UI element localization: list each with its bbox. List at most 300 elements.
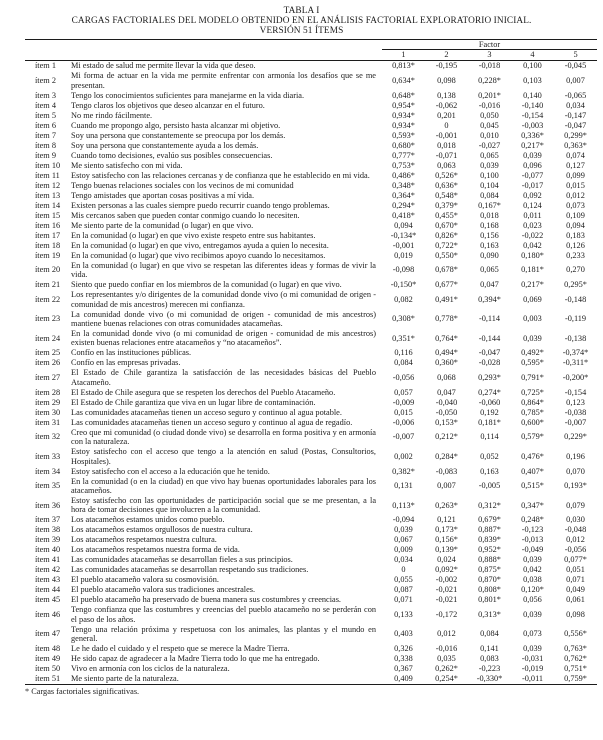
factor-loading-value: 0,888* (478, 555, 501, 565)
factor-loading-value: -0,147 (564, 110, 587, 120)
factor-loading-value: 0,839* (478, 535, 501, 545)
table-row (25, 535, 597, 545)
header-spacer (25, 50, 382, 61)
factor-loading-value: 0,548* (435, 190, 458, 200)
factor-loading-value: 0,094 (566, 220, 585, 230)
table-row (25, 585, 597, 595)
item-label: ítem 49 (35, 654, 61, 664)
item-label: ítem 38 (35, 525, 61, 535)
item-label: ítem 26 (35, 358, 61, 368)
factor-loading-value: 0,217* (521, 280, 544, 290)
factor-loading-value: 0,092 (523, 190, 542, 200)
factor-loading-value: 0,163 (480, 240, 499, 250)
factor-loading-value: 0,762* (564, 654, 587, 664)
factor-loading-value: 0,183 (566, 230, 585, 240)
factor-loading-value: -0,047 (478, 348, 501, 358)
item-label: ítem 27 (35, 373, 61, 383)
factor-loading-value: 0,098 (437, 76, 456, 85)
factor-column-header: 3 (468, 50, 511, 61)
factor-loading-value: 0,024 (437, 555, 456, 565)
table-row (25, 644, 597, 654)
table-row (25, 230, 597, 240)
table-caption: CARGAS FACTORIALES DEL MODELO OBTENIDO EN EL ANÁLISIS FACTORIAL EXPLORATORIO INICIAL. (71, 16, 532, 27)
factor-loading-value: 0,274* (478, 387, 501, 397)
factor-loading-value: 0,312* (478, 500, 501, 510)
factor-loading-value: 0,364* (392, 190, 415, 200)
factor-loading-value: 0,954* (392, 100, 415, 110)
factor-loading-value: 0,403 (394, 629, 413, 639)
factor-loading-value: 0,113* (392, 500, 415, 510)
item-description: Tengo buenas relaciones sociales con los vecinos de mi comunidad (71, 180, 294, 190)
factor-loading-value: -0,031 (521, 654, 544, 664)
factor-loading-value: 0,049 (566, 585, 585, 595)
table-row (25, 496, 597, 515)
factor-loading-value: 0,068 (437, 373, 456, 383)
factor-loading-value: 0,600* (521, 417, 544, 427)
factor-loading-value: 0,051 (566, 565, 585, 575)
table-row (25, 309, 597, 328)
item-label: ítem 30 (35, 407, 61, 417)
factor-loading-value: 0,593* (392, 130, 415, 140)
factor-loading-value: 0,336* (521, 130, 544, 140)
factor-loading-value: -0,154 (521, 110, 544, 120)
factor-loading-value: 0,196 (566, 451, 585, 461)
item-description: Las comunidades atacameñas se desarrollan fieles a sus principios. (71, 555, 293, 565)
factor-loading-value: 0,063 (437, 160, 456, 170)
factor-loading-value: -0,021 (435, 595, 458, 605)
item-description: Los atacameños respetamos nuestra forma de vida. (71, 545, 240, 555)
item-description: Existen personas a las cuales siempre puedo recurrir cuando tengo problemas. (71, 200, 330, 210)
factor-loading-value: 0,018 (480, 210, 499, 220)
factor-loading-value: 0,067 (394, 535, 413, 545)
item-description: Siento que puedo confiar en los miembros de la comunidad (o lugar) en que vivo. (71, 280, 342, 290)
item-label: ítem 37 (35, 515, 61, 525)
factor-loading-value: 0,156* (435, 535, 458, 545)
item-label: ítem 28 (35, 387, 61, 397)
factor-loading-value: -0,022 (521, 230, 544, 240)
factor-loading-value: 0,003 (523, 314, 542, 324)
table-row (25, 515, 597, 525)
factor-loading-value: 0,011 (523, 210, 542, 220)
factor-span-row (25, 39, 597, 50)
item-description: Los atacameños estamos unidos como pueblo. (71, 515, 225, 525)
factor-loading-value: 0,180* (521, 250, 544, 260)
factor-loading-value: 0,084 (480, 629, 499, 639)
factor-loading-value: 0,030 (566, 515, 585, 525)
factor-loading-value: -0,119 (564, 314, 587, 324)
table-row (25, 466, 597, 476)
item-label: ítem 40 (35, 545, 61, 555)
item-label: ítem 33 (35, 451, 61, 461)
item-label: ítem 15 (35, 210, 61, 220)
factor-loading-value: 0,778* (435, 314, 458, 324)
factor-loading-value: 0,138 (437, 90, 456, 100)
factor-loading-value: 0,114 (480, 432, 499, 442)
factor-loading-value: 0,494* (435, 348, 458, 358)
item-description: Estoy satisfecho con las oportunidades de participación social que se me presentan, a la hora de tomar decisiones que involucren a la comunidad. (71, 495, 376, 515)
factor-loading-value: -0,011 (521, 674, 544, 684)
item-label: ítem 13 (35, 190, 61, 200)
factor-loading-value: 0,394* (478, 294, 501, 304)
factor-loading-value: 0,382* (392, 466, 415, 476)
factor-loading-value: -0,065 (564, 90, 587, 100)
factor-loading-value: -0,013 (521, 535, 544, 545)
item-description: El pueblo atacameño valora su cosmovisión. (71, 575, 219, 585)
factor-loading-value: 0,360* (435, 358, 458, 368)
item-label: ítem 14 (35, 200, 61, 210)
factor-loading-value: 0,127 (566, 160, 585, 170)
table-row (25, 407, 597, 417)
factor-loading-value: 0,098 (566, 610, 585, 620)
factor-loading-value: -0,002 (435, 575, 458, 585)
factor-loading-value: 0,348* (392, 180, 415, 190)
item-label: ítem 16 (35, 220, 61, 230)
factor-loading-value: -0,048 (564, 525, 587, 535)
factor-loading-value: 0,418* (392, 210, 415, 220)
item-description: Soy una persona que constantemente ayuda a los demás. (71, 140, 259, 150)
item-description: El pueblo atacameño ha preservado de buena manera sus costumbres y creencias. (71, 595, 341, 605)
factor-loading-value: 0,056 (523, 595, 542, 605)
factor-loading-value: 0,808* (478, 585, 501, 595)
item-description: Creo que mi comunidad (o ciudad donde vivo) se desarrolla en forma positiva y en armonía con la naturaleza. (71, 427, 376, 447)
factor-loading-value: 0,476* (521, 451, 544, 461)
table-row (25, 61, 597, 72)
item-label: ítem 44 (35, 585, 61, 595)
factor-loading-value: 0,293* (478, 373, 501, 383)
factor-loading-value: -0,005 (478, 481, 501, 491)
factor-loading-value: -0,114 (478, 314, 501, 324)
factor-loading-value: -0,038 (564, 407, 587, 417)
item-label: ítem 11 (35, 170, 60, 180)
factor-loading-value: -0,016 (478, 100, 501, 110)
factor-loading-value: 0,073 (566, 200, 585, 210)
table-row (25, 387, 597, 397)
item-label: ítem 29 (35, 397, 61, 407)
item-description: Confío en las empresas privadas. (71, 358, 181, 368)
factor-loading-value: 0,100 (480, 170, 499, 180)
factor-loading-value: 0,055 (394, 575, 413, 585)
factor-loading-value: 0,084 (480, 190, 499, 200)
table-row (25, 565, 597, 575)
table-row (25, 130, 597, 140)
table-row (25, 71, 597, 90)
factor-loading-value: -0,195 (435, 61, 458, 71)
item-description: En la comunidad donde vivo (o mi comunidad de origen - comunidad de mis ancestros) existen buenas relaciones entre atacameños y “no atacameños”. (71, 328, 376, 348)
factor-loading-value: 0,725* (521, 387, 544, 397)
item-description: Cuando tomo decisiones, evalúo sus posibles consecuencias. (71, 150, 273, 160)
factor-loading-value: 0,120* (521, 585, 544, 595)
factor-loading-value: 0,870* (478, 575, 501, 585)
table-row (25, 555, 597, 565)
item-label: ítem 32 (35, 432, 61, 442)
item-label: ítem 25 (35, 348, 61, 358)
factor-loading-value: 0,052 (480, 451, 499, 461)
factor-loading-value: 0,270 (566, 265, 585, 275)
item-label: ítem 2 (35, 76, 56, 85)
factor-loading-value: 0,636* (435, 180, 458, 190)
factor-loading-value: 0,455* (435, 210, 458, 220)
factor-loading-value: 0,299* (564, 130, 587, 140)
table-row (25, 220, 597, 230)
factor-loading-value: 0,192 (480, 407, 499, 417)
factor-loading-value: 0,777* (392, 150, 415, 160)
factor-loading-value: -0,148 (564, 294, 587, 304)
item-description: La comunidad donde vivo (o mi comunidad de origen - comunidad de mis ancestros) mantiene buenas relaciones con otras comunidades atacameñas. (71, 309, 376, 328)
table-row (25, 348, 597, 358)
factor-loading-value: 0,934* (392, 110, 415, 120)
item-label: ítem 5 (35, 110, 56, 120)
factor-loading-value: 0,100 (523, 61, 542, 71)
factor-loading-value: 0,070 (566, 466, 585, 476)
factor-loading-value: 0,034 (566, 100, 585, 110)
table-number: TABLA I (283, 6, 320, 16)
item-label: ítem 36 (35, 500, 61, 510)
factor-loading-value: 0,347* (521, 500, 544, 510)
factor-loading-value: 0,229* (564, 432, 587, 442)
factor-loading-value: -0,223 (478, 664, 501, 674)
table-row (25, 150, 597, 160)
factor-loading-value: -0,056 (392, 373, 415, 383)
factor-loading-value: -0,019 (521, 664, 544, 674)
factor-loading-value: 0,099 (566, 170, 585, 180)
item-description: El pueblo atacameño valora sus tradiciones ancestrales. (71, 585, 256, 595)
item-description: Me siento parte de la naturaleza. (71, 674, 179, 684)
factor-column-header: 2 (425, 50, 468, 61)
factor-loading-value: 0,201 (437, 110, 456, 120)
factor-loading-value: 0,648* (392, 90, 415, 100)
factor-loading-value: 0,140 (523, 90, 542, 100)
item-label: ítem 23 (35, 314, 61, 324)
factor-loading-value: 0,084 (394, 358, 413, 368)
factor-loading-value: 0,379* (435, 200, 458, 210)
item-description: Tengo confianza que las costumbres y creencias del pueblo atacameño no se perderán con el paso de los años. (71, 605, 376, 624)
table-row (25, 575, 597, 585)
factor-loading-value: 0,126 (566, 240, 585, 250)
factor-loading-value: 0,813* (392, 61, 415, 71)
factor-loading-value: 0 (444, 120, 449, 130)
factor-loading-value: 0,763* (564, 644, 587, 654)
factor-loading-value: 0,065 (480, 265, 499, 275)
factor-loading-value: -0,172 (435, 610, 458, 620)
factor-loading-value: 0,139* (435, 545, 458, 555)
table-body (25, 61, 597, 685)
factor-loading-value: 0,156 (480, 230, 499, 240)
factor-loading-value: 0,168 (480, 220, 499, 230)
factor-loading-value: 0,009 (394, 545, 413, 555)
factor-loading-value: 0,326 (394, 644, 413, 654)
factor-loading-value: 0,074 (566, 150, 585, 160)
item-description: Confío en las instituciones públicas. (71, 348, 192, 358)
factor-loading-value: 0,121 (437, 515, 456, 525)
factor-loading-value: 0,141 (480, 644, 499, 654)
item-label: ítem 20 (35, 265, 61, 275)
factor-loading-value: 0,579* (521, 432, 544, 442)
table-row (25, 664, 597, 674)
factor-loading-value: 0,087 (394, 585, 413, 595)
item-description: Mi forma de actuar en la vida me permite enfrentar con armonía los desafíos que se me presentan. (71, 71, 376, 90)
factor-loading-value: 0,038 (523, 575, 542, 585)
factor-loading-value: 0,351* (392, 333, 415, 343)
factor-loading-value: -0,060 (478, 397, 501, 407)
item-description: En la comunidad (o en la ciudad) en que vivo hay buenas oportunidades laborales para los atacameños. (71, 476, 376, 495)
item-label: ítem 50 (35, 664, 61, 674)
factor-loading-value: 0,082 (394, 294, 413, 304)
factor-loading-value: 0,173* (435, 525, 458, 535)
factor-loading-value: 0,124 (523, 200, 542, 210)
factor-loading-value: 0,753* (392, 160, 415, 170)
item-label: ítem 21 (35, 280, 61, 290)
table-row (25, 417, 597, 427)
factor-loading-value: 0,284* (435, 451, 458, 461)
table-row (25, 525, 597, 535)
factor-loading-value: 0,193* (564, 481, 587, 491)
factor-loading-value: 0,039 (394, 525, 413, 535)
factor-loading-value: -0,016 (435, 644, 458, 654)
item-description: Soy una persona que constantemente se preocupa por los demás. (71, 130, 286, 140)
factor-loading-value: 0,034 (394, 555, 413, 565)
table-row (25, 240, 597, 250)
item-label: ítem 17 (35, 230, 61, 240)
factor-loading-value: -0,047 (564, 120, 587, 130)
table-row (25, 110, 597, 120)
factor-loading-value: 0,079 (566, 500, 585, 510)
factor-loading-value: 0,153* (435, 417, 458, 427)
factor-loading-value: 0,556* (564, 629, 587, 639)
factor-loading-value: -0,123 (521, 525, 544, 535)
item-description: Las comunidades atacameñas se desarrollan respetando sus tradiciones. (71, 565, 309, 575)
item-label: ítem 51 (35, 674, 61, 684)
item-description: Tengo una relación próxima y respetuosa con los animales, las plantas y el mundo en general. (71, 624, 376, 644)
item-label: ítem 31 (35, 417, 61, 427)
factor-loading-value: 0,071 (394, 595, 413, 605)
table-row (25, 397, 597, 407)
factor-loading-value: 0,039 (523, 555, 542, 565)
factor-loading-value: -0,062 (435, 100, 458, 110)
table-row (25, 250, 597, 260)
factor-loading-value: 0 (401, 565, 406, 575)
table-header (25, 39, 597, 60)
item-label: ítem 34 (35, 466, 61, 476)
factor-loading-value: -0,083 (435, 466, 458, 476)
factor-loading-value: 0,515* (521, 481, 544, 491)
item-description: Estoy satisfecho con las relaciones cercanas y de confianza que he establecido en mi vida. (71, 170, 370, 180)
factor-loading-value: 0,952* (478, 545, 501, 555)
factor-loading-value: 0,934* (392, 120, 415, 130)
factor-loading-value: 0,248* (521, 515, 544, 525)
factor-loading-value: -0,007 (392, 432, 415, 442)
item-description: Me siento satisfecho con mi vida. (71, 160, 183, 170)
factor-loading-value: 0,677* (435, 280, 458, 290)
factor-loading-value: 0,409 (394, 674, 413, 684)
factor-loading-value: 0,042 (523, 240, 542, 250)
item-label: ítem 48 (35, 644, 61, 654)
table-row (25, 200, 597, 210)
item-label: ítem 47 (35, 629, 61, 639)
item-description: Las comunidades atacameñas tienen un acceso seguro y continuo al agua de regadío. (71, 417, 353, 427)
factor-loading-value: 0,019 (394, 250, 413, 260)
factor-loading-value: 0,308* (392, 314, 415, 324)
factor-loading-value: 0,338 (394, 654, 413, 664)
factor-loading-value: 0,363* (564, 140, 587, 150)
factor-loading-value: 0,262* (435, 664, 458, 674)
factor-loading-value: -0,311* (562, 358, 589, 368)
item-description: El Estado de Chile garantiza la satisfacción de las necesidades básicas del Pueblo Atacameño. (71, 368, 376, 387)
table-row (25, 90, 597, 100)
factor-loading-value: 0,367 (394, 664, 413, 674)
factor-loading-value: 0,069 (523, 294, 542, 304)
factor-loading-value: 0,887* (478, 525, 501, 535)
item-label: ítem 43 (35, 575, 61, 585)
item-label: ítem 6 (35, 120, 56, 130)
table-row (25, 447, 597, 466)
item-label: ítem 35 (35, 481, 61, 491)
factor-loading-value: 0,050 (480, 110, 499, 120)
factor-loading-value: -0,056 (564, 545, 587, 555)
factor-loading-value: -0,028 (478, 358, 501, 368)
factor-loading-value: 0,212* (435, 432, 458, 442)
factor-loading-value: 0,073 (523, 629, 542, 639)
factor-loading-value: 0,228* (478, 76, 501, 85)
factor-loading-value: -0,150* (390, 280, 417, 290)
factor-loading-value: 0,023 (523, 220, 542, 230)
factor-loading-value: -0,077 (521, 170, 544, 180)
factor-loading-value: -0,009 (392, 397, 415, 407)
factor-loading-value: 0,123 (566, 397, 585, 407)
item-description: En la comunidad (o lugar) en que vivo, entregamos ayuda a quien lo necesita. (71, 240, 329, 250)
item-description: Las comunidades atacameñas tienen un acceso seguro y continuo al agua potable. (71, 407, 342, 417)
significance-footnote: * Cargas factoriales significativas. (25, 687, 140, 697)
factor-loading-value: 0,090 (480, 250, 499, 260)
item-label: ítem 8 (35, 140, 56, 150)
factor-loading-value: 0,047 (437, 387, 456, 397)
table-row (25, 358, 597, 368)
factor-loading-value: 0,039 (523, 610, 542, 620)
factor-loading-value: -0,021 (435, 585, 458, 595)
item-description: En la comunidad (o lugar) en que vivo se respetan las diferentes ideas y formas de vivir la vida. (71, 260, 376, 280)
table-row (25, 654, 597, 664)
factor-loading-value: -0,374* (562, 348, 589, 358)
factor-loading-value: 0,039 (480, 160, 499, 170)
factor-loading-value: 0,801* (478, 595, 501, 605)
item-description: El Estado de Chile garantiza que viva en un lugar libre de contaminación. (71, 397, 316, 407)
factor-loading-value: 0,491* (435, 294, 458, 304)
table-row (25, 100, 597, 110)
factor-loading-value: 0,104 (480, 180, 499, 190)
table-title-block (0, 0, 603, 37)
factor-loading-value: 0,263* (435, 500, 458, 510)
factor-loading-value: 0,039 (523, 644, 542, 654)
factor-loading-value: 0,035 (437, 654, 456, 664)
table-row (25, 160, 597, 170)
item-label: ítem 1 (35, 61, 56, 71)
item-description: Cuando me propongo algo, persisto hasta alcanzar mi objetivo. (71, 120, 281, 130)
factor-loading-value: 0,012 (566, 190, 585, 200)
factor-loading-value: 0,018 (437, 140, 456, 150)
factor-loading-value: 0,486* (392, 170, 415, 180)
factor-loading-value: 0,407* (521, 466, 544, 476)
factor-loading-value: 0,181* (478, 417, 501, 427)
item-label: ítem 10 (35, 160, 61, 170)
factor-loading-value: 0,007 (566, 76, 585, 85)
item-description: Tengo amistades que aportan cosas positivas a mí vida. (71, 190, 255, 200)
factor-loading-value: 0,042 (523, 565, 542, 575)
item-label: ítem 9 (35, 150, 56, 160)
item-label: ítem 19 (35, 250, 61, 260)
item-label: ítem 18 (35, 240, 61, 250)
item-description: En la comunidad (o lugar) en que vivo existe respeto entre sus habitantes. (71, 230, 316, 240)
factor-loading-value: -0,040 (435, 397, 458, 407)
factor-loading-value: 0,109 (566, 210, 585, 220)
